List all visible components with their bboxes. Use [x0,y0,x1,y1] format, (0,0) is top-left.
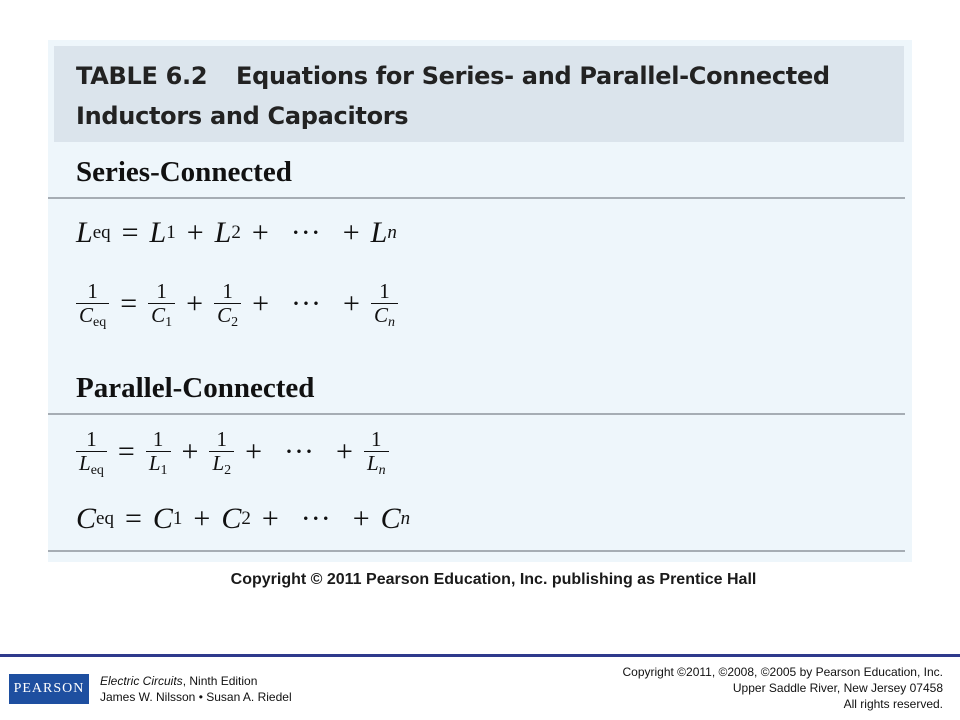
series-heading: Series-Connected [76,156,292,188]
footer-rule [0,654,960,657]
book-authors: James W. Nilsson • Susan A. Riedel [100,690,292,704]
table-title-line-2: Inductors and Capacitors [76,102,409,130]
series-divider [48,197,905,199]
plus-sign: + [245,434,263,468]
ellipsis: ··· [300,502,331,535]
series-inductor-equation: L eq = L 1 + L 2 + ··· + L n [76,216,397,249]
parallel-capacitor-equation: C eq = C 1 + C 2 + ··· + C n [76,502,411,535]
plus-sign: + [186,216,204,249]
plus-sign: + [251,216,269,249]
ellipsis: ··· [290,216,321,249]
equals-sign: = [117,434,135,468]
parallel-inductor-equation [76,427,389,478]
series-capacitor-equation [76,279,398,330]
plus-sign: + [343,286,360,320]
table-bottom-divider [48,550,905,552]
legal-line-2: Upper Saddle River, New Jersey 07458 [732,681,943,695]
table-title-bar [54,46,904,142]
plus-sign: + [352,502,370,535]
parallel-divider [48,413,905,415]
ellipsis: ··· [291,286,322,320]
fraction: $\frac{1}{C_1}$ [148,280,175,327]
equals-sign: = [120,286,138,320]
fraction: $\frac{1}{L_1}$ [146,428,171,475]
legal-notice [622,664,943,712]
equals-sign: = [124,502,142,535]
table-number: TABLE 6.2 [76,62,208,90]
book-title: Electric Circuits [100,674,183,688]
plus-sign: + [252,286,270,320]
fraction: $\frac{1}{C_n}$ [371,280,398,327]
legal-line-3: All rights reserved. [843,697,943,711]
fraction: $\frac{1}{C_2}$ [214,280,241,327]
table-title: Equations for Series- and Parallel-Connected [236,62,830,90]
equals-sign: = [121,216,139,249]
term-lhs: L [76,216,93,249]
pearson-logo: PEARSON [9,674,89,704]
book-edition: , Ninth Edition [182,674,258,688]
slide-copyright: Copyright © 2011 Pearson Education, Inc. publishing as Prentice Hall [230,571,757,588]
fraction: $\frac{1}{L_2}$ [209,428,234,475]
plus-sign: + [181,434,199,468]
fraction: $\frac{1}{L_n}$ [364,428,389,475]
plus-sign: + [193,502,211,535]
fraction: $\frac{1}{L_{eq}}$ [76,428,107,475]
table-title-line-1 [76,62,830,90]
legal-line-1: Copyright ©2011, ©2008, ©2005 by Pearson Education, Inc. [622,665,943,679]
book-info [100,673,292,705]
plus-sign: + [186,286,204,320]
plus-sign: + [342,216,360,249]
ellipsis: ··· [284,434,315,468]
plus-sign: + [261,502,279,535]
table-panel [48,40,912,562]
parallel-heading: Parallel-Connected [76,372,315,404]
plus-sign: + [336,434,353,468]
fraction: $\frac{1}{C_{eq}}$ [76,280,109,327]
